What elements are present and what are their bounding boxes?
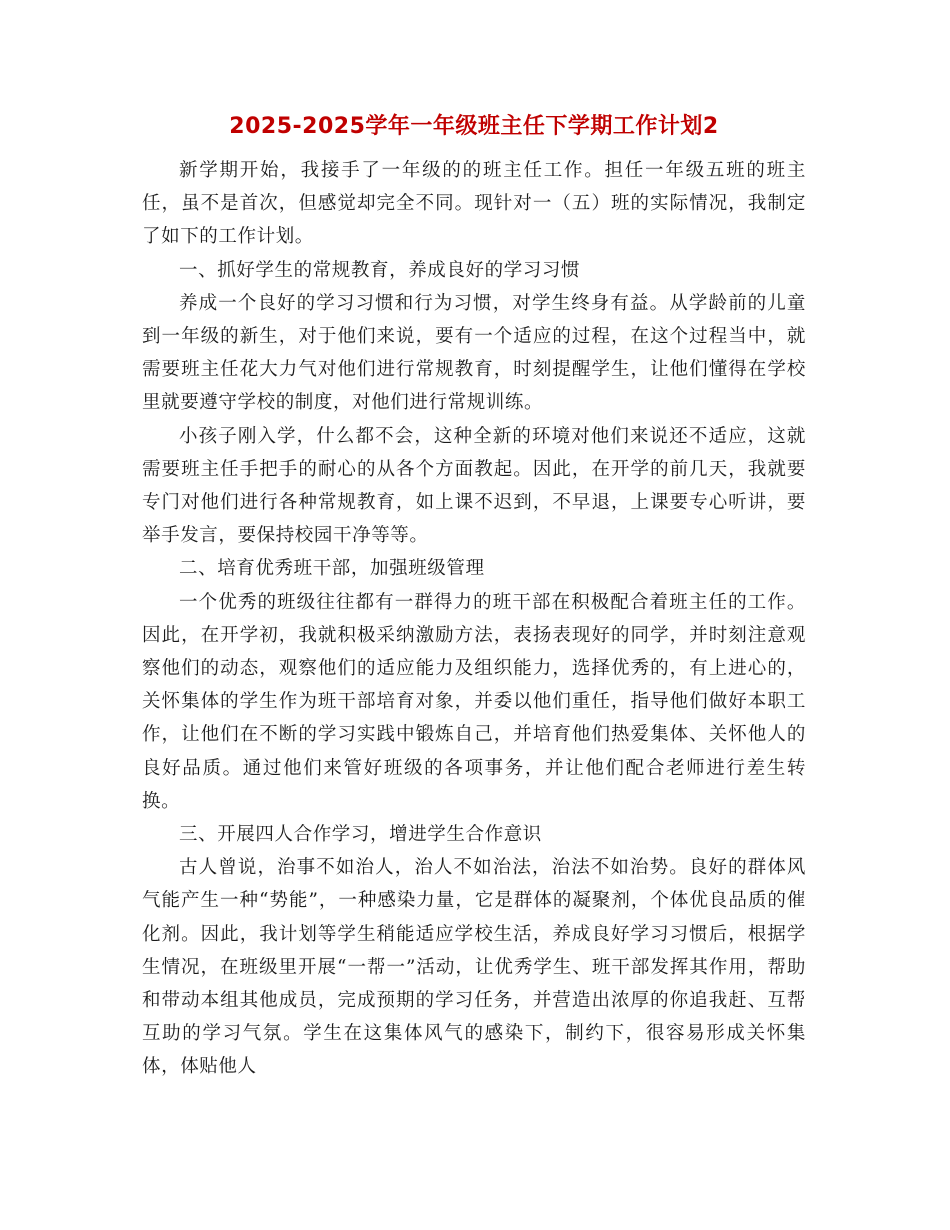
body-paragraph: 小孩子刚入学，什么都不会，这种全新的环境对他们来说还不适应，这就需要班主任手把手的耐心的从各个方面教起。因此，在开学的前几天，我就要专门对他们进行各种常规教育，如上课不迟到，不早退，上课要专心听讲，要举手发言，要保持校园干净等等。 [142, 425, 806, 547]
intro-paragraph: 新学期开始，我接手了一年级的的班主任工作。担任一年级五班的班主任，虽不是首次，但感觉却完全不同。现针对一（五）班的实际情况，我制定了如下的工作计划。 [142, 160, 806, 248]
body-paragraph: 古人曾说，治事不如治人，治人不如治法，治法不如治势。良好的群体风气能产生一种“势能”，一种感染力量，它是群体的凝聚剂，个体优良品质的催化剂。因此，我计划等学生稍能适应学校生活，养成良好学习习惯后，根据学生情况，在班级里开展“一帮一”活动，让优秀学生、班干部发挥其作用，帮助和带动本组其他成员，完成预期的学习任务，并营造出浓厚的你追我赶、互帮互助的学习气氛。学生在这集体风气的感染下，制约下，很容易形成关怀集体，体贴他人 [142, 857, 806, 1078]
section-heading-2: 二、培育优秀班干部，加强班级管理 [179, 558, 485, 580]
section-heading-3: 三、开展四人合作学习，增进学生合作意识 [179, 824, 542, 846]
document-page [142, 108, 806, 1084]
section-heading-1: 一、抓好学生的常规教育，养成良好的学习习惯 [179, 259, 581, 281]
document-title: 2025-2025学年一年级班主任下学期工作计划2 [229, 114, 719, 139]
body-paragraph: 养成一个良好的学习习惯和行为习惯，对学生终身有益。从学龄前的儿童到一年级的新生，对于他们来说，要有一个适应的过程，在这个过程当中，就需要班主任花大力气对他们进行常规教育，时刻提醒学生，让他们懂得在学校里就要遵守学校的制度，对他们进行常规训练。 [142, 292, 806, 414]
body-paragraph: 一个优秀的班级往往都有一群得力的班干部在积极配合着班主任的工作。因此，在开学初，我就积极采纳激励方法，表扬表现好的同学，并时刻注意观察他们的动态，观察他们的适应能力及组织能力，选择优秀的，有上进心的，关怀集体的学生作为班干部培育对象，并委以他们重任，指导他们做好本职工作，让他们在不断的学习实践中锻炼自己，并培育他们热爱集体、关怀他人的良好品质。通过他们来管好班级的各项事务，并让他们配合老师进行差生转换。 [142, 591, 806, 812]
